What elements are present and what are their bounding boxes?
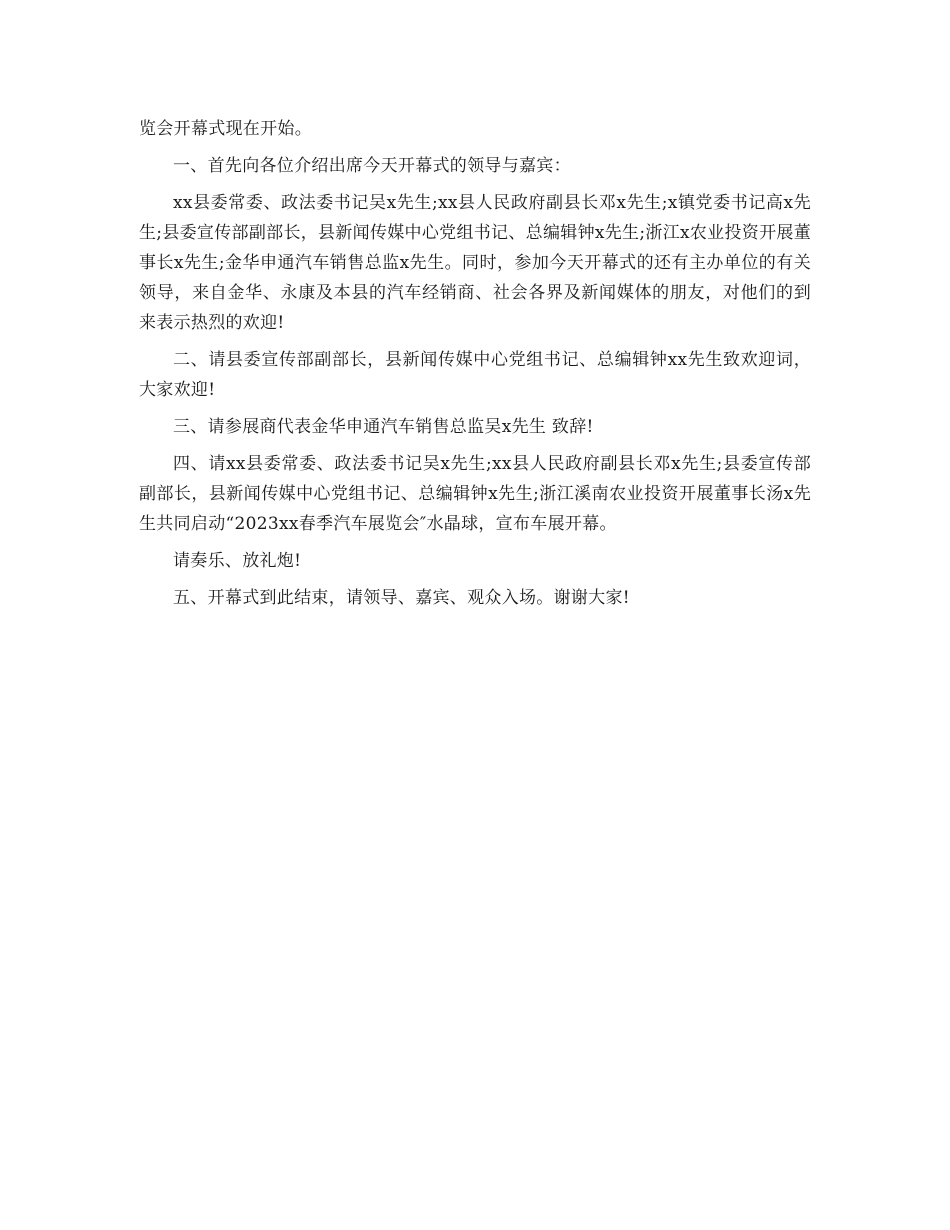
paragraph-opening-ceremony: 四、请xx县委常委、政法委书记吴x先生;xx县人民政府副县长邓x先生;县委宣传部副部长，县新闻传媒中心党组书记、总编辑钟x先生;浙江溪南农业投资开展董事长汤x先生共同启动“2023xx春季汽车展览会″水晶球，宣布车展开幕。 [139, 454, 811, 534]
paragraph-continuation: 览会开幕式现在开始。 [139, 119, 312, 139]
paragraph-music-salute: 请奏乐、放礼炮! [173, 551, 302, 571]
paragraph-closing: 五、开幕式到此结束，请领导、嘉宾、观众入场。谢谢大家! [173, 588, 630, 608]
paragraph-welcome-speech: 二、请县委宣传部副部长，县新闻传媒中心党组书记、总编辑钟xx先生致欢迎词，大家欢迎! [139, 350, 811, 400]
paragraph-exhibitor-speech: 三、请参展商代表金华申通汽车销售总监吴x先生 致辞! [173, 417, 594, 437]
paragraph-introduction: 一、首先向各位介绍出席今天开幕式的领导与嘉宾： [173, 156, 571, 176]
document-body [139, 114, 811, 620]
paragraph-guest-list: xx县委常委、政法委书记吴x先生;xx县人民政府副县长邓x先生;x镇党委书记高x先生;县委宣传部副部长，县新闻传媒中心党组书记、总编辑钟x先生;浙江x农业投资开展董事长x先生;金华申通汽车销售总监x先生。同时，参加今天开幕式的还有主办单位的有关领导，来自金华、永康及本县的汽车经销商、社会各界及新闻媒体的朋友，对他们的到来表示热烈的欢迎! [139, 193, 811, 333]
